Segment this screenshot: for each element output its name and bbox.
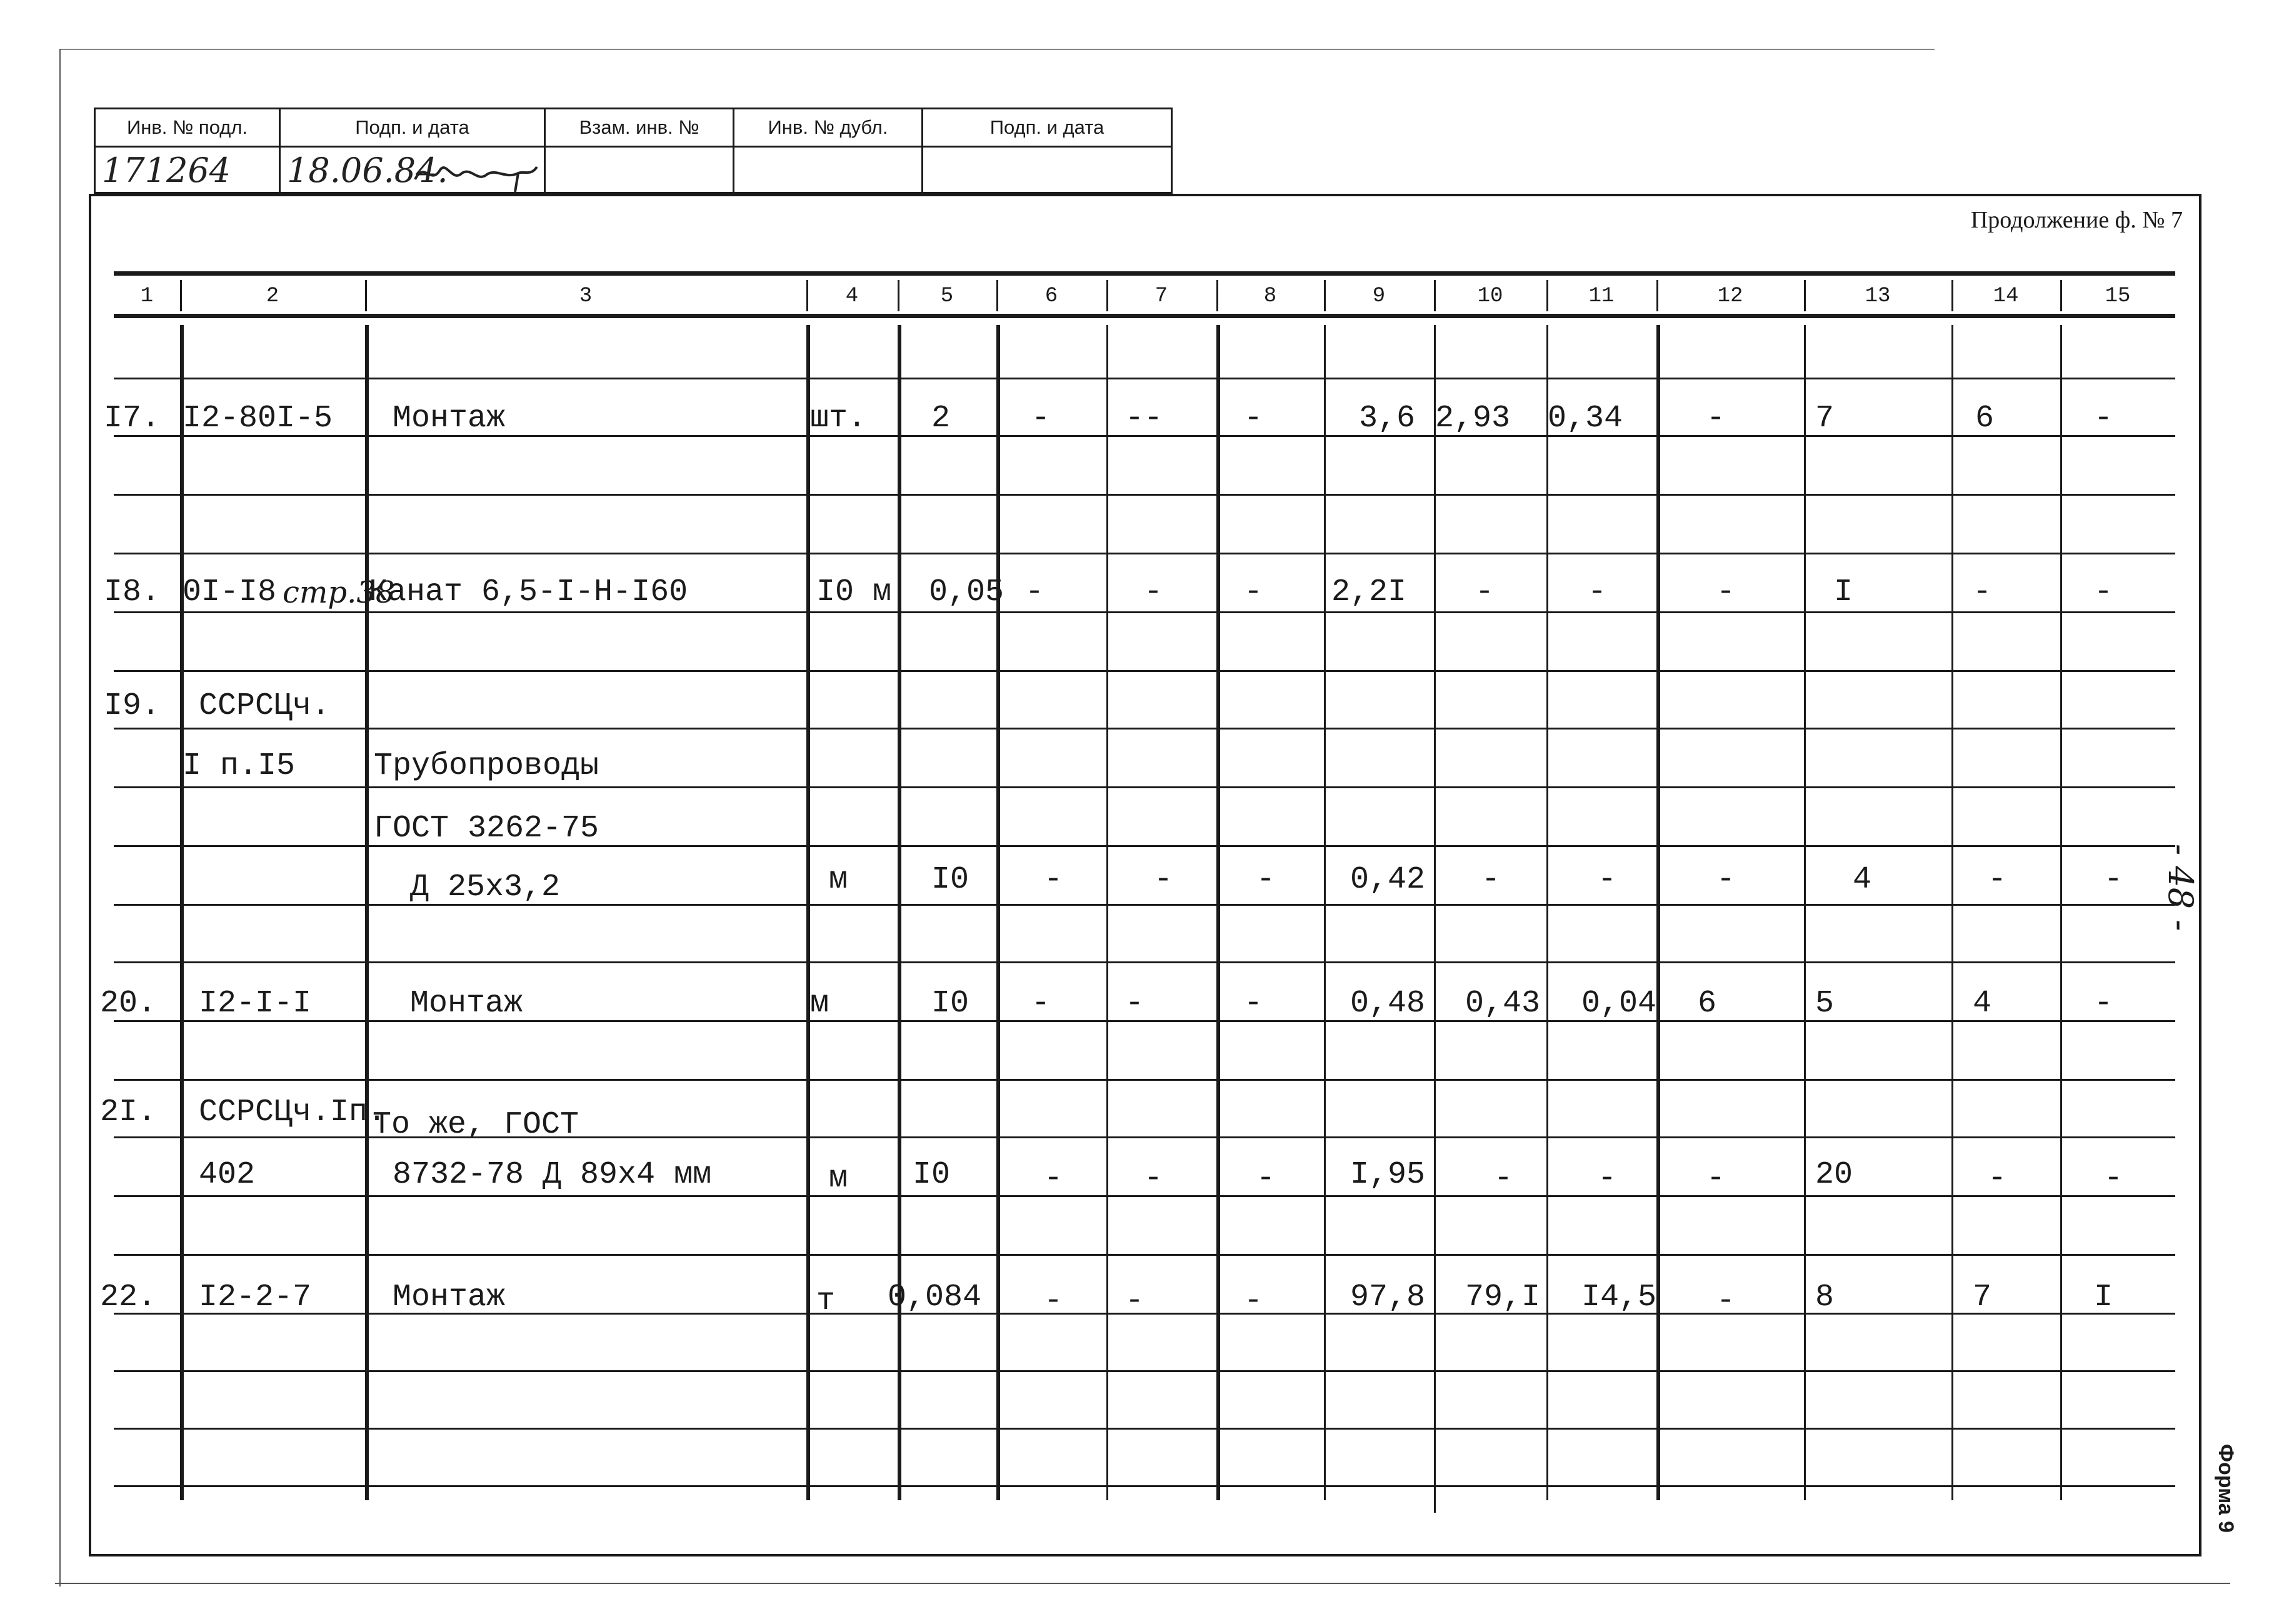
- header-sep: [1951, 280, 1953, 311]
- stamp-header: Инв. № подл.: [96, 109, 279, 148]
- cell-c9: 0,48: [1350, 986, 1426, 1021]
- cell-qty: I0: [931, 986, 969, 1021]
- cell-unit: м: [829, 862, 848, 898]
- outer-top-edge: [59, 49, 1935, 50]
- cell-c12: -: [1716, 862, 1736, 898]
- cell-name: То же, ГОСТ: [373, 1107, 579, 1143]
- column-line: [898, 325, 901, 1500]
- stamp-value: 18.06.84.: [287, 151, 448, 190]
- cell-name: Трубопроводы: [374, 748, 599, 784]
- cell-name: ГОСТ 3262-75: [374, 811, 599, 846]
- cell-c15: -: [2094, 986, 2113, 1021]
- row-line: [114, 1485, 2175, 1487]
- column-line: [806, 325, 810, 1500]
- stamp-header: Инв. № дубл.: [734, 109, 921, 148]
- stamp-value: [552, 148, 733, 193]
- cell-c10: -: [1475, 574, 1495, 610]
- document-frame: [89, 194, 2201, 1556]
- cell-c15: -: [2094, 574, 2113, 610]
- cell-c7: -: [1144, 574, 1163, 610]
- cell-c8: -: [1244, 986, 1263, 1021]
- cell-c14: -: [1973, 574, 1992, 610]
- cell-code: I2-I-I: [199, 986, 312, 1021]
- column-line: [1324, 325, 1326, 1500]
- header-sep: [1106, 280, 1108, 311]
- row-line: [114, 1428, 2175, 1430]
- row-line: [114, 1079, 2175, 1081]
- cell-c14: -: [1988, 862, 2007, 898]
- cell-c7: --: [1125, 401, 1163, 436]
- cell-c12: -: [1706, 401, 1726, 436]
- column-line: [1106, 325, 1108, 1500]
- cell-c8: -: [1244, 1283, 1263, 1319]
- cell-c10: -: [1494, 1161, 1513, 1196]
- cell-c8: -: [1244, 574, 1263, 610]
- form-label: Форма 9: [2214, 1444, 2238, 1533]
- column-number: 14: [1993, 284, 2019, 308]
- cell-c7: -: [1125, 986, 1144, 1021]
- cell-c12: 6: [1698, 986, 1717, 1021]
- cell-c13: 5: [1815, 986, 1835, 1021]
- row-line: [114, 1370, 2175, 1372]
- header-sep: [365, 280, 367, 311]
- outer-bottom-edge: [55, 1583, 2230, 1584]
- stamp-header: Взам. инв. №: [546, 109, 733, 148]
- row-number: 22.: [100, 1280, 157, 1315]
- column-line: [996, 325, 1000, 1500]
- cell-c14: 6: [1975, 401, 1995, 436]
- cell-c10: 79,I: [1465, 1280, 1541, 1315]
- cell-name: Монтаж: [393, 1280, 506, 1315]
- cell-c8: -: [1256, 862, 1276, 898]
- column-line: [180, 325, 184, 1500]
- row-line: [114, 670, 2175, 672]
- cell-c10: -: [1481, 862, 1501, 898]
- cell-qty: 0,05: [929, 574, 1004, 610]
- stamp-value: 171264: [102, 151, 231, 190]
- cell-code: I2-80I-5: [183, 401, 333, 436]
- cell-qty: 2: [931, 401, 951, 436]
- column-number: 3: [579, 284, 593, 308]
- cell-code: 402: [199, 1157, 256, 1193]
- signature-scribble: [412, 148, 543, 196]
- cell-c9: 2,2I: [1331, 574, 1407, 610]
- cell-c11: -: [1588, 574, 1607, 610]
- cell-c6: -: [1044, 1161, 1063, 1196]
- outer-left-edge: [59, 49, 61, 1586]
- cell-qty: I0: [931, 862, 969, 898]
- cell-unit: м: [829, 1161, 848, 1196]
- approval-stamp: [94, 108, 1173, 194]
- header-sep: [1324, 280, 1326, 311]
- stamp-dup-inv: [734, 109, 923, 192]
- cell-c13: I: [1834, 574, 1853, 610]
- cell-c12: -: [1716, 574, 1736, 610]
- cell-unit: т: [816, 1283, 836, 1319]
- header-sep: [1434, 280, 1436, 311]
- cell-c15: -: [2094, 401, 2113, 436]
- stamp-header: Подп. и дата: [923, 109, 1171, 148]
- row-number: I8.: [104, 574, 161, 610]
- cell-code: 0I-I8: [183, 574, 277, 610]
- cell-c11: 0,04: [1581, 986, 1657, 1021]
- header-sep: [1804, 280, 1806, 311]
- cell-c10: 0,43: [1465, 986, 1541, 1021]
- stamp-sign-date-2: [923, 109, 1171, 192]
- column-number: 15: [2105, 284, 2131, 308]
- cell-name: Д 25х3,2: [410, 870, 561, 905]
- cell-c12: -: [1706, 1161, 1726, 1196]
- column-number: 5: [940, 284, 954, 308]
- stamp-inv-original: [96, 109, 281, 192]
- row-line: [114, 611, 2175, 613]
- header-sep: [180, 280, 182, 311]
- cell-c9: 3,6: [1359, 401, 1416, 436]
- cell-c14: 4: [1973, 986, 1992, 1021]
- row-line: [114, 728, 2175, 729]
- header-sep: [996, 280, 998, 311]
- column-line: [1216, 325, 1220, 1500]
- cell-c13: 7: [1815, 401, 1835, 436]
- page-number: - 48 -: [2161, 844, 2200, 931]
- cell-name: Монтаж: [393, 401, 506, 436]
- header-sep: [898, 280, 899, 311]
- cell-c10: 2,93: [1435, 401, 1511, 436]
- cell-c9: 97,8: [1350, 1280, 1426, 1315]
- row-number: I7.: [104, 401, 161, 436]
- column-line: [1656, 325, 1660, 1500]
- stamp-value: [929, 148, 1171, 193]
- cell-name: 8732-78 Д 89х4 мм: [393, 1157, 712, 1193]
- header-sep: [2060, 280, 2062, 311]
- column-line: [2060, 325, 2062, 1500]
- cell-name: Канат 6,5-I-Н-I60: [369, 574, 688, 610]
- column-number: 4: [845, 284, 859, 308]
- column-number: 2: [266, 284, 279, 308]
- continuation-note: Продолжение ф. № 7: [1970, 207, 2183, 233]
- cell-c6: -: [1044, 1283, 1063, 1319]
- header-sep: [806, 280, 808, 311]
- cell-qty: I0: [913, 1157, 951, 1193]
- column-line: [365, 325, 369, 1500]
- cell-c9: I,95: [1350, 1157, 1426, 1193]
- header-top-rule: [114, 271, 2175, 276]
- row-number: 2I.: [100, 1095, 157, 1130]
- cell-c13: 4: [1853, 862, 1872, 898]
- column-number: 7: [1155, 284, 1168, 308]
- column-number: 8: [1263, 284, 1277, 308]
- cell-c13: 20: [1815, 1157, 1853, 1193]
- column-line: [1951, 325, 1953, 1500]
- cell-c9: 0,42: [1350, 862, 1426, 898]
- cell-code: ССРСЦч.Iп.: [199, 1095, 387, 1130]
- cell-c11: -: [1598, 862, 1617, 898]
- cell-unit: м: [810, 986, 829, 1021]
- cell-c14: -: [1988, 1161, 2007, 1196]
- cell-qty: 0,084: [888, 1280, 982, 1315]
- cell-c11: 0,34: [1548, 401, 1623, 436]
- stamp-value: [741, 148, 921, 193]
- column-number: 12: [1717, 284, 1743, 308]
- stamp-sign-date: [281, 109, 546, 192]
- cell-c6: -: [1044, 862, 1063, 898]
- column-number: 13: [1865, 284, 1891, 308]
- cell-c11: -: [1598, 1161, 1617, 1196]
- cell-c8: -: [1256, 1161, 1276, 1196]
- cell-c6: -: [1031, 986, 1051, 1021]
- cell-unit: шт.: [810, 401, 867, 436]
- cell-unit: I0 м: [816, 574, 892, 610]
- cell-c7: -: [1125, 1283, 1144, 1319]
- stamp-header: Подп. и дата: [281, 109, 544, 148]
- cell-c15: -: [2104, 862, 2123, 898]
- row-line: [114, 553, 2175, 554]
- column-number: 9: [1372, 284, 1386, 308]
- header-bottom-rule: [114, 314, 2175, 318]
- row-number: 20.: [100, 986, 157, 1021]
- row-line: [114, 378, 2175, 379]
- cell-c15: -: [2104, 1161, 2123, 1196]
- row-line: [114, 961, 2175, 963]
- cell-c7: -: [1154, 862, 1173, 898]
- cell-c13: 8: [1815, 1280, 1835, 1315]
- row-line: [114, 494, 2175, 496]
- cell-c6: -: [1025, 574, 1044, 610]
- cell-code: I2-2-7: [199, 1280, 312, 1315]
- cell-code: I п.I5: [183, 748, 296, 784]
- cell-name: Монтаж: [410, 986, 523, 1021]
- cell-c8: -: [1244, 401, 1263, 436]
- column-number: 1: [140, 284, 154, 308]
- cell-code-note: стр.38: [283, 575, 395, 610]
- header-sep: [1656, 280, 1658, 311]
- cell-c11: I4,5: [1581, 1280, 1657, 1315]
- cell-c15: I: [2094, 1280, 2113, 1315]
- cell-c14: 7: [1973, 1280, 1992, 1315]
- header-sep: [1216, 280, 1218, 311]
- stamp-replacement-inv: [546, 109, 734, 192]
- column-number: 11: [1588, 284, 1615, 308]
- column-line: [1434, 325, 1436, 1513]
- header-sep: [1546, 280, 1548, 311]
- column-number: 6: [1044, 284, 1058, 308]
- row-number: I9.: [104, 688, 161, 724]
- cell-c6: -: [1031, 401, 1051, 436]
- cell-code: ССРСЦч.: [199, 688, 331, 724]
- cell-c7: -: [1144, 1161, 1163, 1196]
- row-line: [114, 1254, 2175, 1256]
- column-line: [1804, 325, 1806, 1500]
- column-number: 10: [1477, 284, 1503, 308]
- cell-c12: -: [1716, 1283, 1736, 1319]
- column-line: [1546, 325, 1548, 1500]
- row-line: [114, 786, 2175, 788]
